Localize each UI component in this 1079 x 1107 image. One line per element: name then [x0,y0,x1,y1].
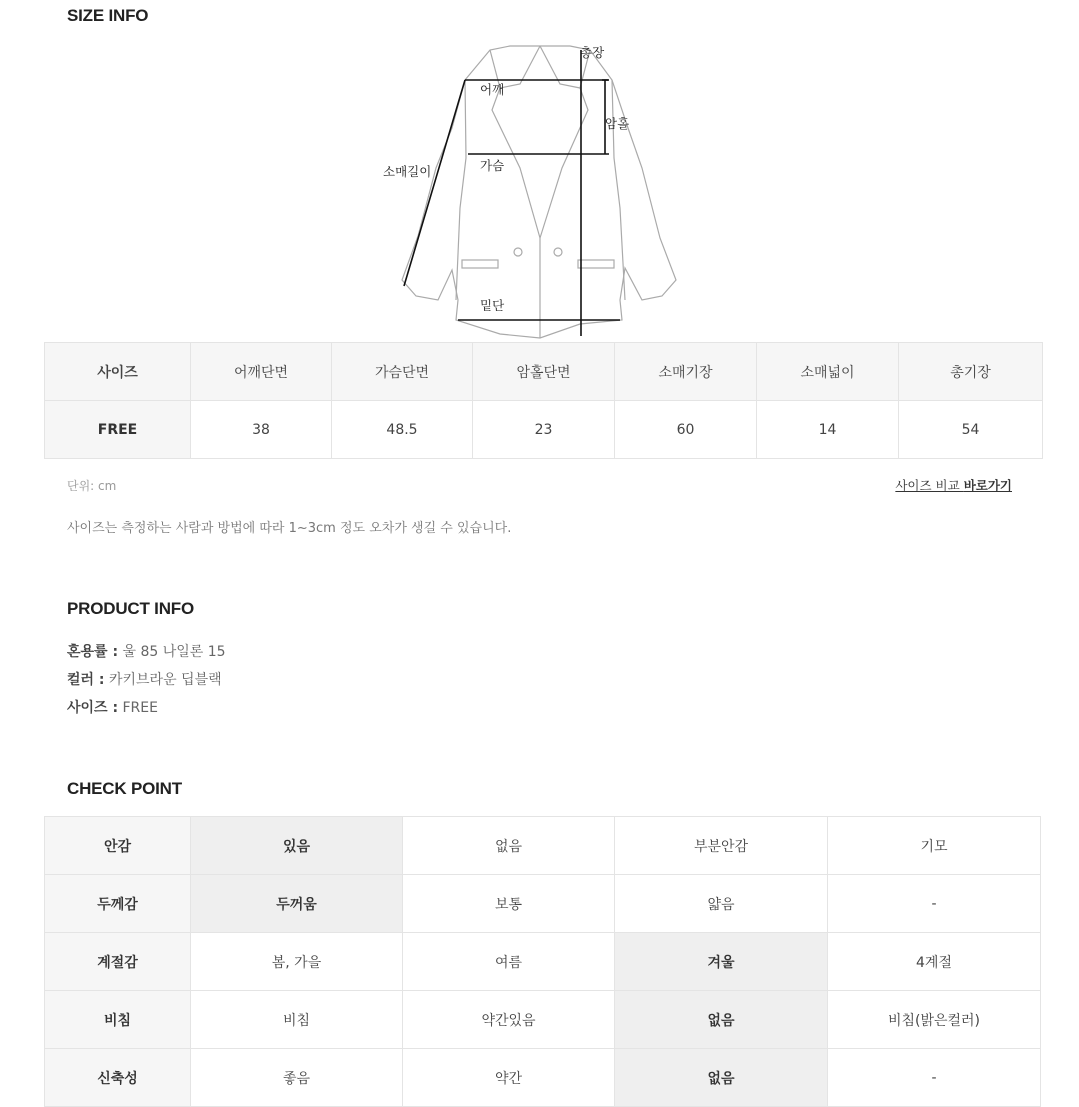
size-table-row [45,401,1043,459]
size-compare-prefix: 사이즈 비교 [895,478,964,493]
check-point-option-selected: 겨울 [615,933,828,991]
check-point-option: 좋음 [191,1049,403,1107]
size-cell: 38 [191,401,332,459]
product-info-label: 사이즈 : [67,700,119,716]
size-header-cell: 사이즈 [45,343,191,401]
size-table [44,342,1043,459]
check-point-row [45,817,1041,875]
size-cell: 54 [899,401,1043,459]
label-armhole: 암홀 [605,116,630,131]
check-point-row [45,875,1041,933]
check-point-title: CHECK POINT [67,779,182,798]
product-info-line [67,641,226,661]
check-point-option-selected: 있음 [191,817,403,875]
product-info-title: PRODUCT INFO [67,599,194,618]
size-cell: 14 [757,401,899,459]
check-point-option: 비침 [191,991,403,1049]
check-point-label: 두께감 [45,875,191,933]
jacket-outline-icon [380,38,700,342]
label-total-length: 총장 [580,45,605,60]
check-point-option-selected: 두꺼움 [191,875,403,933]
check-point-label: 신축성 [45,1049,191,1107]
check-point-option-selected: 없음 [615,991,828,1049]
size-cell: 60 [615,401,757,459]
check-point-option: 약간 [403,1049,615,1107]
product-info-label: 혼용률 : [67,644,119,660]
jacket-size-diagram [380,38,700,342]
product-info-line [67,669,222,689]
check-point-option: 얇음 [615,875,828,933]
size-note: 사이즈는 측정하는 사람과 방법에 따라 1~3cm 정도 오차가 생길 수 있습니다. [67,521,512,536]
product-info-label: 컬러 : [67,672,105,688]
product-info-line [67,697,158,717]
check-point-option: 보통 [403,875,615,933]
size-cell: FREE [45,401,191,459]
size-header-cell: 소매넓이 [757,343,899,401]
size-header-cell: 암홀단면 [473,343,615,401]
check-point-option-selected: 없음 [615,1049,828,1107]
check-point-option: 없음 [403,817,615,875]
label-sleeve-length: 소매길이 [383,164,432,179]
label-chest: 가슴 [480,158,505,173]
check-point-table [44,816,1041,1107]
label-shoulder: 어깨 [480,82,505,97]
product-info-value: 울 85 나일론 15 [118,644,226,660]
check-point-row [45,1049,1041,1107]
check-point-option: 부분안감 [615,817,828,875]
size-header-cell: 총기장 [899,343,1043,401]
size-table-header-row [45,343,1043,401]
check-point-option: 봄, 가을 [191,933,403,991]
size-header-cell: 어깨단면 [191,343,332,401]
check-point-option: 여름 [403,933,615,991]
product-info-value: 카키브라운 딥블랙 [104,672,222,688]
check-point-row [45,933,1041,991]
check-point-option: 약간있음 [403,991,615,1049]
check-point-option: - [828,875,1041,933]
check-point-label: 계절감 [45,933,191,991]
unit-label: 단위: cm [67,479,117,493]
size-cell: 23 [473,401,615,459]
check-point-row [45,991,1041,1049]
size-header-cell: 소매기장 [615,343,757,401]
check-point-option: 비침(밝은컬러) [828,991,1041,1049]
size-compare-bold: 바로가기 [963,478,1012,493]
check-point-option: - [828,1049,1041,1107]
size-header-cell: 가슴단면 [332,343,473,401]
check-point-label: 안감 [45,817,191,875]
size-cell: 48.5 [332,401,473,459]
check-point-option: 4계절 [828,933,1041,991]
size-info-title: SIZE INFO [67,6,149,25]
size-compare-link[interactable] [895,476,1012,494]
check-point-label: 비침 [45,991,191,1049]
product-info-value: FREE [118,700,158,716]
label-hem: 밑단 [480,298,505,313]
check-point-option: 기모 [828,817,1041,875]
